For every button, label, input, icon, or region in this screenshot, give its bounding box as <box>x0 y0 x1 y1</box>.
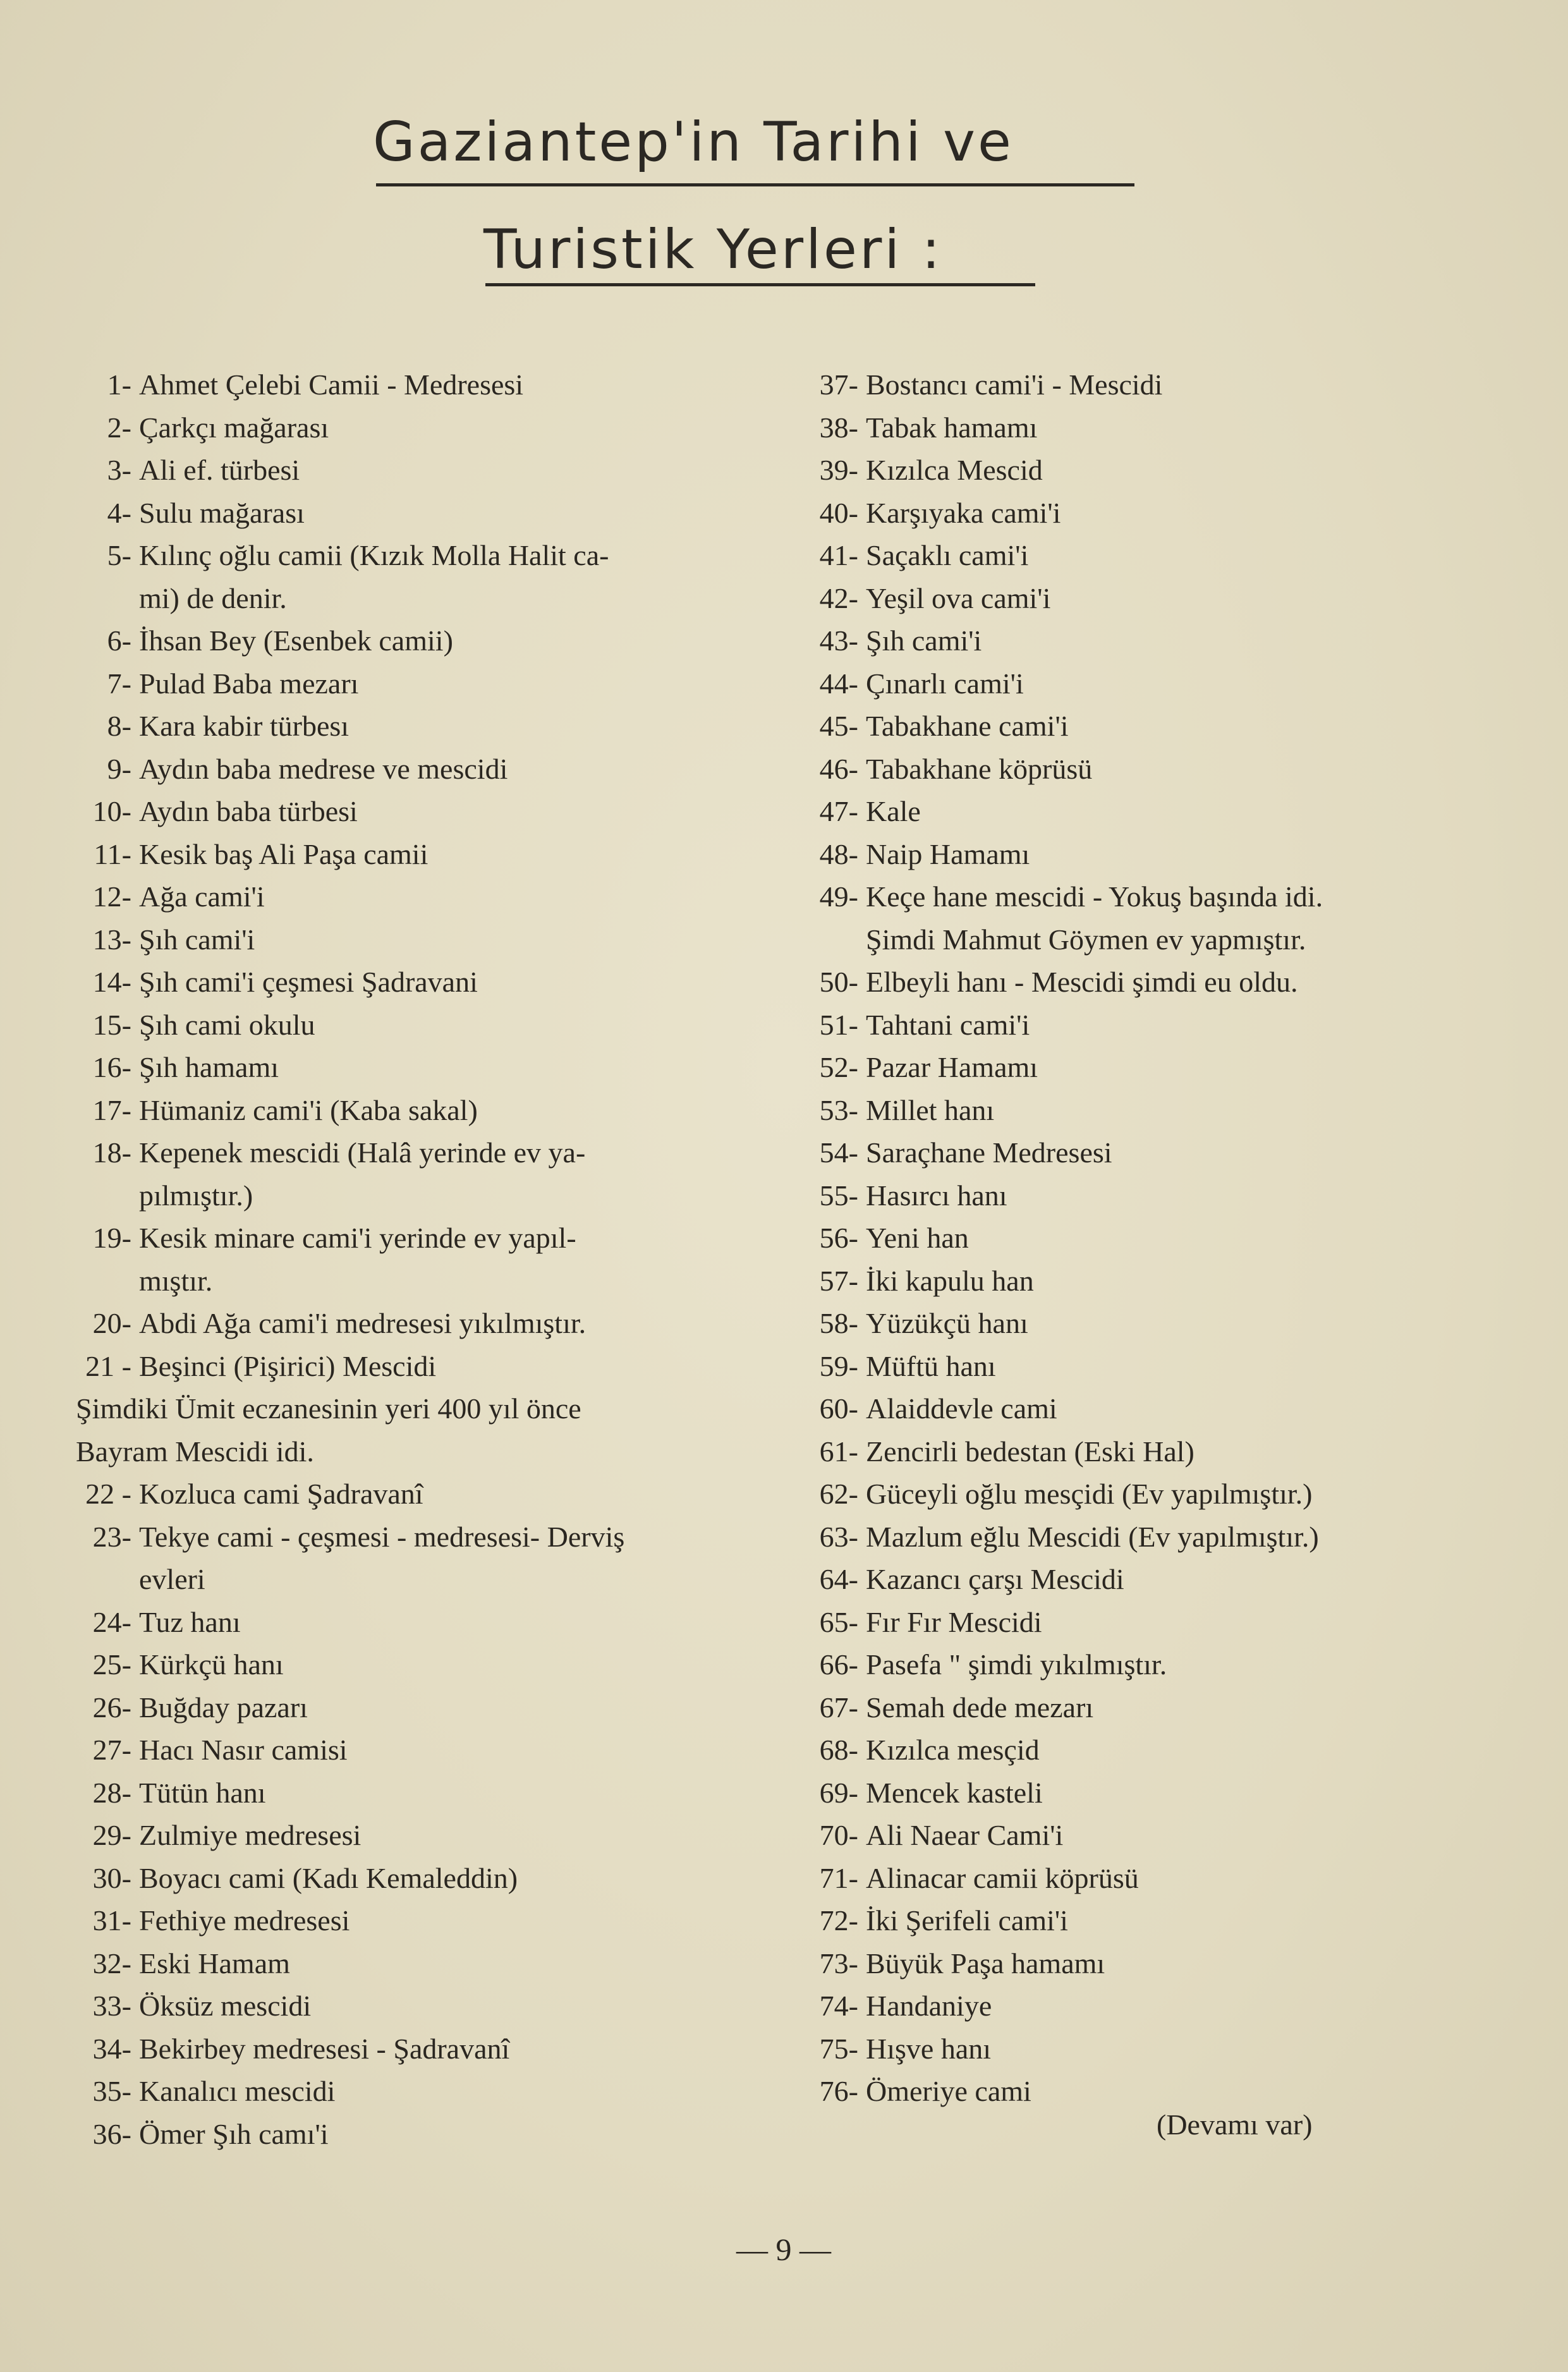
list-item <box>76 1089 478 1131</box>
list-item-number: 71- <box>819 1861 858 1894</box>
list-item-number: 7- <box>107 667 131 700</box>
list-item-number: 57- <box>819 1264 858 1297</box>
list-item-number: 33- <box>92 1990 131 2022</box>
list-item <box>76 790 358 832</box>
list-item <box>787 1643 1167 1686</box>
list-item-number: 55- <box>819 1179 858 1212</box>
list-item-number: 5- <box>107 539 131 571</box>
list-item <box>787 790 921 832</box>
list-item-number: 14- <box>92 966 131 998</box>
list-item-text: Şıh cami'i <box>866 624 982 657</box>
list-item <box>787 1387 1057 1430</box>
page-number: — 9 — <box>736 2232 831 2267</box>
list-item <box>76 2113 329 2155</box>
list-item-continuation: Şimdi Mahmut Göymen ev yapmıştır. <box>866 923 1306 956</box>
list-item-text: Ömer Şıh camı'i <box>139 2117 329 2150</box>
list-item-text: Saraçhane Medresesi <box>866 1136 1112 1169</box>
list-item-number: 42- <box>819 581 858 614</box>
list-item <box>76 449 300 491</box>
list-item-number: 30- <box>92 1861 131 1894</box>
list-item-text: Tabakhane köprüsü <box>866 752 1093 785</box>
list-item-number: 31- <box>92 1904 131 1937</box>
list-item-continuation: mıştır. <box>139 1264 213 1297</box>
list-item-continuation: mi) de denir. <box>139 581 287 614</box>
list-item-text: Kepenek mescidi (Halâ yerinde ev ya- <box>139 1136 586 1169</box>
list-item-number: 61- <box>819 1435 858 1468</box>
list-item-text: Kara kabir türbesı <box>139 710 349 742</box>
list-item-text: Kesik minare cami'i yerinde ev yapıl- <box>139 1222 576 1254</box>
list-item-text: Şıh hamamı <box>139 1051 279 1083</box>
list-item-number: 39- <box>819 454 858 486</box>
list-item-text: Ali ef. türbesi <box>139 454 300 486</box>
list-item-number: 22 - <box>85 1478 131 1510</box>
list-item-number: 43- <box>819 624 858 657</box>
list-item-text: Zencirli bedestan (Eski Hal) <box>866 1435 1194 1468</box>
list-item-continuation: evleri <box>139 1563 205 1595</box>
list-item <box>787 1899 1068 1942</box>
list-item <box>787 492 1061 534</box>
list-item <box>76 961 478 1003</box>
list-item-number: 63- <box>819 1520 858 1553</box>
page-title-line-1: Gaziantep'in Tarihi ve <box>373 111 1014 174</box>
list-item-number: 69- <box>819 1776 858 1809</box>
list-item <box>76 662 358 705</box>
list-item-text: Fethiye medresesi <box>139 1904 350 1937</box>
list-item-number: 32- <box>92 1947 131 1980</box>
list-item-text: Karşıyaka cami'i <box>866 496 1061 529</box>
list-item-number: 17- <box>92 1093 131 1126</box>
list-item-number: 72- <box>819 1904 858 1937</box>
list-item <box>76 1217 576 1259</box>
list-item <box>787 1729 1040 1771</box>
list-item <box>76 1772 266 1814</box>
list-item-number: 18- <box>92 1136 131 1169</box>
list-item-number: 70- <box>819 1819 858 1851</box>
list-item <box>787 619 982 662</box>
list-item-number: 28- <box>92 1776 131 1809</box>
list-item-text: Öksüz mescidi <box>139 1990 312 2022</box>
list-item-text: Beşinci (Pişirici) Mescidi <box>139 1349 437 1382</box>
list-item-text: Hışve hanı <box>866 2032 992 2065</box>
list-item <box>76 1516 624 1558</box>
list-item-number: 4- <box>107 496 131 529</box>
list-item <box>76 1686 308 1729</box>
list-item-number: 44- <box>819 667 858 700</box>
list-item-number: 74- <box>819 1990 858 2022</box>
list-item-text: İhsan Bey (Esenbek camii) <box>139 624 453 657</box>
list-item <box>76 1857 518 1899</box>
list-item <box>76 1729 348 1771</box>
list-item-text: Keçe hane mescidi - Yokuş başında idi. <box>866 880 1323 913</box>
list-item <box>787 961 1298 1003</box>
list-item-number: 75- <box>819 2032 858 2065</box>
list-item <box>76 1899 349 1942</box>
list-item-number: 3- <box>107 454 131 486</box>
list-item <box>787 1430 1194 1473</box>
list-item <box>787 1814 1063 1856</box>
list-item <box>787 2028 991 2070</box>
list-item <box>76 1131 585 1174</box>
list-item-note: Bayram Mescidi idi. <box>76 1435 314 1468</box>
list-item-text: Büyük Paşa hamamı <box>866 1947 1105 1980</box>
list-item-text: Alaiddevle cami <box>866 1392 1057 1425</box>
list-item-text: Handaniye <box>866 1990 992 2022</box>
list-item-number: 47- <box>819 795 858 827</box>
list-item <box>787 1217 969 1259</box>
list-item-number: 66- <box>819 1648 858 1681</box>
list-item-number: 8- <box>107 710 131 742</box>
list-item-text: Müftü hanı <box>866 1349 996 1382</box>
list-item-number: 50- <box>819 966 858 998</box>
list-item-text: Bekirbey medresesi - Şadravanî <box>139 2032 510 2065</box>
list-item-text: Ali Naear Cami'i <box>866 1819 1064 1851</box>
list-item-number: 58- <box>819 1307 858 1339</box>
list-item-text: Şıh cami'i <box>139 923 255 956</box>
list-item-text: Tahtani cami'i <box>866 1008 1030 1041</box>
list-item <box>787 1089 994 1131</box>
list-item-text: Yeni han <box>866 1222 969 1254</box>
list-item <box>787 1985 992 2027</box>
list-item-number: 60- <box>819 1392 858 1425</box>
list-item <box>787 363 1162 406</box>
list-item <box>787 1046 1038 1088</box>
list-item-text: İki Şerifeli cami'i <box>866 1904 1068 1937</box>
list-item-text: Fır Fır Mescidi <box>866 1605 1042 1638</box>
list-item-text: Kızılca Mescid <box>866 454 1043 486</box>
list-item-text: Şıh cami okulu <box>139 1008 315 1041</box>
list-item-text: Eski Hamam <box>139 1947 290 1980</box>
list-item <box>76 1473 423 1515</box>
list-item-number: 65- <box>819 1605 858 1638</box>
list-item-text: Kürkçü hanı <box>139 1648 284 1681</box>
list-item <box>787 1516 1319 1558</box>
list-item-number: 38- <box>819 411 858 444</box>
list-item-number: 67- <box>819 1691 858 1724</box>
list-item-text: Bostancı cami'i - Mescidi <box>866 368 1163 401</box>
list-item-number: 54- <box>819 1136 858 1169</box>
list-item-number: 46- <box>819 752 858 785</box>
list-item-text: İki kapulu han <box>866 1264 1034 1297</box>
list-item-text: Pasefa " şimdi yıkılmıştır. <box>866 1648 1167 1681</box>
list-item-text: Kızılca mesçid <box>866 1734 1040 1766</box>
list-item-text: Şıh cami'i çeşmesi Şadravani <box>139 966 478 998</box>
list-item <box>787 1473 1313 1515</box>
list-item <box>787 1601 1042 1643</box>
list-item <box>76 833 428 875</box>
list-item-number: 52- <box>819 1051 858 1083</box>
list-item-text: Abdi Ağa cami'i medresesi yıkılmıştır. <box>139 1307 586 1339</box>
list-item-note: Şimdiki Ümit eczanesinin yeri 400 yıl önce <box>76 1392 581 1425</box>
list-item <box>76 2070 335 2112</box>
list-item <box>787 2070 1031 2112</box>
list-item <box>787 748 1092 790</box>
list-item-number: 10- <box>92 795 131 827</box>
list-item-number: 51- <box>819 1008 858 1041</box>
list-item <box>787 1004 1030 1046</box>
list-item <box>76 1942 290 1985</box>
list-item-text: Boyacı cami (Kadı Kemaleddin) <box>139 1861 518 1894</box>
list-item <box>76 875 265 918</box>
list-item-text: Semah dede mezarı <box>866 1691 1094 1724</box>
list-item-text: Hasırcı hanı <box>866 1179 1007 1212</box>
list-item <box>787 1345 996 1387</box>
list-item-number: 25- <box>92 1648 131 1681</box>
list-item-number: 9- <box>107 752 131 785</box>
list-item-text: Hümaniz cami'i (Kaba sakal) <box>139 1093 478 1126</box>
list-item <box>787 1942 1105 1985</box>
list-item <box>76 1814 361 1856</box>
list-item <box>76 1985 311 2027</box>
list-item <box>76 2028 509 2070</box>
list-item <box>787 1686 1093 1729</box>
list-item <box>76 918 255 961</box>
list-item-number: 53- <box>819 1093 858 1126</box>
list-item <box>787 577 1050 619</box>
list-item-text: Millet hanı <box>866 1093 995 1126</box>
list-item <box>787 875 1323 918</box>
list-item <box>787 1772 1043 1814</box>
list-item-text: Yüzükçü hanı <box>866 1307 1028 1339</box>
list-item <box>76 1302 586 1344</box>
list-item <box>76 492 305 534</box>
list-item-number: 6- <box>107 624 131 657</box>
list-item-text: Kozluca cami Şadravanî <box>139 1478 423 1510</box>
list-item <box>76 1004 315 1046</box>
list-item-number: 11- <box>94 837 131 870</box>
list-item <box>787 1558 1124 1600</box>
list-item <box>787 705 1069 747</box>
list-item-text: Kazancı çarşı Mescidi <box>866 1563 1124 1595</box>
list-item-number: 12- <box>92 880 131 913</box>
list-item-number: 37- <box>819 368 858 401</box>
list-item-continuation: pılmıştır.) <box>139 1179 253 1212</box>
list-item-text: Sulu mağarası <box>139 496 305 529</box>
list-item-text: Ömeriye cami <box>866 2075 1031 2107</box>
list-item <box>787 1174 1007 1217</box>
list-item <box>76 619 453 662</box>
list-item-text: Pulad Baba mezarı <box>139 667 359 700</box>
list-item-text: Güceyli oğlu mesçidi (Ev yapılmıştır.) <box>866 1478 1313 1510</box>
list-item-text: Tabak hamamı <box>866 411 1038 444</box>
list-item-number: 26- <box>92 1691 131 1724</box>
list-item-number: 21 - <box>85 1349 131 1382</box>
list-item-text: Kesik baş Ali Paşa camii <box>139 837 428 870</box>
list-item-text: Ahmet Çelebi Camii - Medresesi <box>139 368 524 401</box>
list-item-number: 48- <box>819 837 858 870</box>
list-item-text: Yeşil ova cami'i <box>866 581 1051 614</box>
list-item-number: 36- <box>92 2117 131 2150</box>
list-item-number: 1- <box>107 368 131 401</box>
list-item-number: 23- <box>92 1520 131 1553</box>
list-item-number: 34- <box>92 2032 131 2065</box>
list-item-number: 45- <box>819 710 858 742</box>
list-item-number: 13- <box>92 923 131 956</box>
list-item-text: Zulmiye medresesi <box>139 1819 362 1851</box>
list-item <box>787 833 1030 875</box>
list-item-number: 73- <box>819 1947 858 1980</box>
list-item-text: Saçaklı cami'i <box>866 539 1029 571</box>
list-item-text: Mazlum eğlu Mescidi (Ev yapılmıştır.) <box>866 1520 1319 1553</box>
list-item <box>76 1046 279 1088</box>
list-item-number: 2- <box>107 411 131 444</box>
list-item-number: 35- <box>92 2075 131 2107</box>
list-item-number: 41- <box>819 539 858 571</box>
list-item-text: Mencek kasteli <box>866 1776 1043 1809</box>
list-item-number: 40- <box>819 496 858 529</box>
list-item-text: Tütün hanı <box>139 1776 266 1809</box>
list-item <box>76 363 523 406</box>
list-item <box>787 449 1043 491</box>
list-item-number: 29- <box>92 1819 131 1851</box>
list-item-number: 15- <box>92 1008 131 1041</box>
list-item-text: Çınarlı cami'i <box>866 667 1024 700</box>
list-item <box>787 1131 1112 1174</box>
list-item <box>76 1345 436 1387</box>
list-item <box>76 1601 241 1643</box>
list-item-text: Alinacar camii köprüsü <box>866 1861 1139 1894</box>
list-item <box>787 1857 1139 1899</box>
list-item-text: Naip Hamamı <box>866 837 1030 870</box>
list-item-number: 62- <box>819 1478 858 1510</box>
list-item <box>76 534 609 576</box>
list-item <box>787 662 1024 705</box>
list-item <box>787 1302 1028 1344</box>
list-item <box>76 1643 284 1686</box>
list-item-text: Tabakhane cami'i <box>866 710 1069 742</box>
list-item-number: 20- <box>92 1307 131 1339</box>
list-item-text: Pazar Hamamı <box>866 1051 1038 1083</box>
list-item-text: Tuz hanı <box>139 1605 241 1638</box>
list-item-text: Çarkçı mağarası <box>139 411 329 444</box>
list-item <box>787 1260 1034 1302</box>
list-item-text: Aydın baba türbesi <box>139 795 358 827</box>
list-item-text: Elbeyli hanı - Mescidi şimdi eu oldu. <box>866 966 1298 998</box>
list-item-number: 56- <box>819 1222 858 1254</box>
list-item <box>787 534 1028 576</box>
list-item-text: Kale <box>866 795 921 827</box>
page-title-line-2: Turistik Yerleri : <box>483 218 943 281</box>
list-item-number: 24- <box>92 1605 131 1638</box>
continues-note: (Devamı var) <box>1157 2108 1313 2141</box>
title-underline-2 <box>485 283 1035 286</box>
list-item-number: 68- <box>819 1734 858 1766</box>
list-item <box>787 406 1037 449</box>
list-item-number: 16- <box>92 1051 131 1083</box>
list-item-number: 59- <box>819 1349 858 1382</box>
list-item-number: 76- <box>819 2075 858 2107</box>
list-item <box>76 705 349 747</box>
list-item-number: 19- <box>92 1222 131 1254</box>
title-underline-1 <box>376 183 1134 186</box>
list-item-number: 64- <box>819 1563 858 1595</box>
list-item-text: Hacı Nasır camisi <box>139 1734 348 1766</box>
list-item-text: Kanalıcı mescidi <box>139 2075 336 2107</box>
list-item-text: Ağa cami'i <box>139 880 265 913</box>
list-item <box>76 406 329 449</box>
list-item-number: 27- <box>92 1734 131 1766</box>
list-item <box>76 748 507 790</box>
list-item-text: Kılınç oğlu camii (Kızık Molla Halit ca- <box>139 539 609 571</box>
list-item-number: 49- <box>819 880 858 913</box>
list-item-text: Buğday pazarı <box>139 1691 308 1724</box>
list-item-text: Tekye cami - çeşmesi - medresesi- Derviş <box>139 1520 625 1553</box>
list-item-text: Aydın baba medrese ve mescidi <box>139 752 508 785</box>
